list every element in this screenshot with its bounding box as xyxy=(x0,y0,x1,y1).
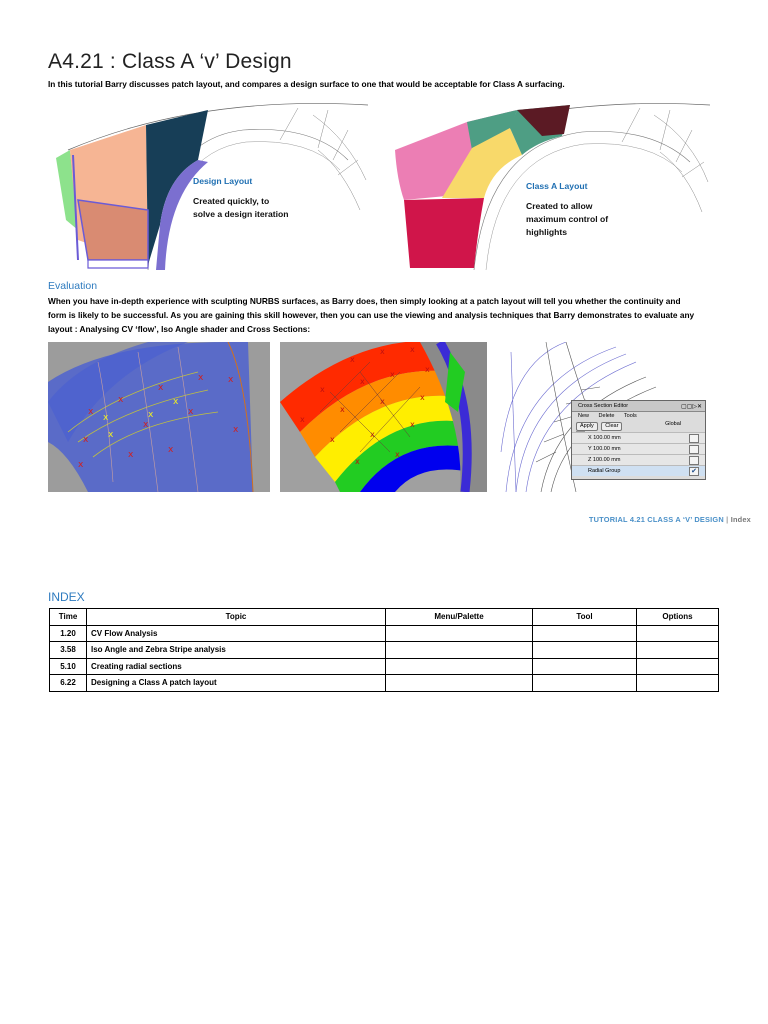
svg-text:x: x xyxy=(118,395,124,405)
svg-text:x: x xyxy=(380,347,385,356)
svg-text:x: x xyxy=(188,407,194,417)
row-topic: CV Flow Analysis xyxy=(87,625,386,642)
checkbox[interactable] xyxy=(689,434,699,443)
svg-text:x: x xyxy=(410,345,415,354)
row-options xyxy=(637,675,719,692)
row-options xyxy=(637,658,719,675)
row-menu xyxy=(386,658,533,675)
global-toggle-label: Global xyxy=(665,421,681,427)
cse-button-row xyxy=(572,421,705,432)
evaluation-line-2: form is likely to be successful. As you are gaining this skill however, then you can use the viewing and analysis techniques that Barry demonstrates to evaluate any xyxy=(48,310,695,320)
svg-text:x: x xyxy=(420,393,425,402)
svg-text:x: x xyxy=(355,457,360,466)
class-a-layout-caption-2: maximum control of xyxy=(526,214,609,224)
evaluation-line-1: When you have in-depth experience with sculpting NURBS surfaces, as Barry does, then simply looking at a patch layout will tell you whether the continuity and xyxy=(48,296,681,306)
apply-button[interactable]: Apply xyxy=(576,422,598,431)
checkbox[interactable] xyxy=(689,445,699,454)
col-options: Options xyxy=(637,609,719,626)
class-a-layout-caption-1: Created to allow xyxy=(526,201,593,211)
cse-menu-bar xyxy=(572,412,705,421)
svg-text:x: x xyxy=(78,460,84,470)
design-layout-figure xyxy=(48,100,368,272)
cse-row-x-label: X 100.00 mm xyxy=(588,435,621,441)
row-tool xyxy=(533,675,637,692)
row-tool xyxy=(533,658,637,675)
svg-text:x: x xyxy=(198,373,204,383)
row-topic: Creating radial sections xyxy=(87,658,386,675)
page-footer xyxy=(589,515,751,524)
row-options xyxy=(637,642,719,659)
row-time: 1.20 xyxy=(50,625,87,642)
svg-text:x: x xyxy=(143,420,149,430)
row-topic: Iso Angle and Zebra Stripe analysis xyxy=(87,642,386,659)
row-topic: Designing a Class A patch layout xyxy=(87,675,386,692)
row-tool xyxy=(533,642,637,659)
svg-text:x: x xyxy=(320,385,325,394)
table-row xyxy=(50,642,719,659)
table-row xyxy=(50,625,719,642)
row-tool xyxy=(533,625,637,642)
footer-label: TUTORIAL 4.21 CLASS A ‘V’ DESIGN xyxy=(588,515,724,524)
cse-row-x[interactable] xyxy=(572,432,705,443)
row-time: 6.22 xyxy=(50,675,87,692)
svg-text:x: x xyxy=(370,430,375,439)
cse-row-y[interactable] xyxy=(572,443,705,454)
design-layout-caption-1: Created quickly, to xyxy=(193,196,270,206)
svg-text:x: x xyxy=(330,435,335,444)
checkbox[interactable] xyxy=(689,456,699,465)
table-row xyxy=(50,658,719,675)
cse-row-z-label: Z 100.00 mm xyxy=(588,457,621,463)
col-menu-palette: Menu/Palette xyxy=(386,609,533,626)
checkmark-icon[interactable]: ✔ xyxy=(689,467,699,476)
col-tool: Tool xyxy=(533,609,637,626)
footer-index-link[interactable]: Index xyxy=(730,515,751,524)
evaluation-heading: Evaluation xyxy=(48,280,98,292)
svg-text:x: x xyxy=(360,377,365,386)
table-row xyxy=(50,675,719,692)
menu-new[interactable]: New xyxy=(578,413,590,419)
svg-text:x: x xyxy=(168,445,174,455)
svg-text:x: x xyxy=(233,425,239,435)
svg-text:x: x xyxy=(128,450,134,460)
svg-text:x: x xyxy=(300,415,305,424)
svg-text:x: x xyxy=(173,397,179,407)
design-layout-illustration xyxy=(48,100,368,272)
window-controls-icon[interactable]: ▢▢▷✕ xyxy=(681,404,702,410)
svg-text:x: x xyxy=(390,370,395,379)
row-menu xyxy=(386,625,533,642)
cse-title: Cross Section Editor xyxy=(578,403,629,409)
menu-tools[interactable]: Tools xyxy=(623,413,637,419)
svg-text:x: x xyxy=(83,435,89,445)
row-menu xyxy=(386,642,533,659)
design-layout-heading: Design Layout xyxy=(193,176,253,186)
index-table xyxy=(49,608,719,692)
clear-button[interactable]: Clear xyxy=(601,422,622,431)
cv-flow-image xyxy=(48,342,270,492)
menu-delete[interactable]: Delete xyxy=(598,413,615,419)
iso-angle-image xyxy=(280,342,487,492)
cv-flow-illustration xyxy=(48,342,270,492)
svg-text:x: x xyxy=(108,430,114,440)
footer-separator: | xyxy=(726,515,729,524)
cse-row-radial-label: Radial Group xyxy=(588,468,621,474)
svg-text:x: x xyxy=(228,375,234,385)
class-a-layout-heading: Class A Layout xyxy=(526,181,588,191)
svg-text:x: x xyxy=(380,397,385,406)
cse-row-y-label: Y 100.00 mm xyxy=(588,446,621,452)
svg-text:x: x xyxy=(148,410,154,420)
svg-text:x: x xyxy=(395,450,400,459)
cse-row-radial[interactable] xyxy=(572,465,705,476)
svg-text:x: x xyxy=(158,383,164,393)
evaluation-text xyxy=(48,294,720,336)
cse-row-z[interactable] xyxy=(572,454,705,465)
intro-text: In this tutorial Barry discusses patch layout, and compares a design surface to one that would be acceptable for Class A surfacing. xyxy=(48,79,565,89)
svg-text:x: x xyxy=(103,413,109,423)
iso-angle-illustration xyxy=(280,342,487,492)
evaluation-line-3: layout : Analysing CV ‘flow’, Iso Angle shader and Cross Sections: xyxy=(48,324,311,334)
svg-text:x: x xyxy=(425,365,430,374)
index-header-row xyxy=(50,609,719,626)
col-topic: Topic xyxy=(87,609,386,626)
page-title: A4.21 : Class A ‘v’ Design xyxy=(48,50,292,73)
svg-text:x: x xyxy=(340,405,345,414)
svg-text:x: x xyxy=(410,420,415,429)
cross-section-editor-window xyxy=(571,400,706,480)
class-a-layout-caption-3: highlights xyxy=(526,227,568,237)
index-heading: INDEX xyxy=(48,590,85,604)
row-options xyxy=(637,625,719,642)
cross-section-image xyxy=(496,342,720,492)
row-time: 3.58 xyxy=(50,642,87,659)
cse-title-bar xyxy=(572,401,705,412)
design-layout-caption-2: solve a design iteration xyxy=(193,209,289,219)
col-time: Time xyxy=(50,609,87,626)
row-time: 5.10 xyxy=(50,658,87,675)
svg-text:x: x xyxy=(88,407,94,417)
svg-text:x: x xyxy=(350,355,355,364)
row-menu xyxy=(386,675,533,692)
